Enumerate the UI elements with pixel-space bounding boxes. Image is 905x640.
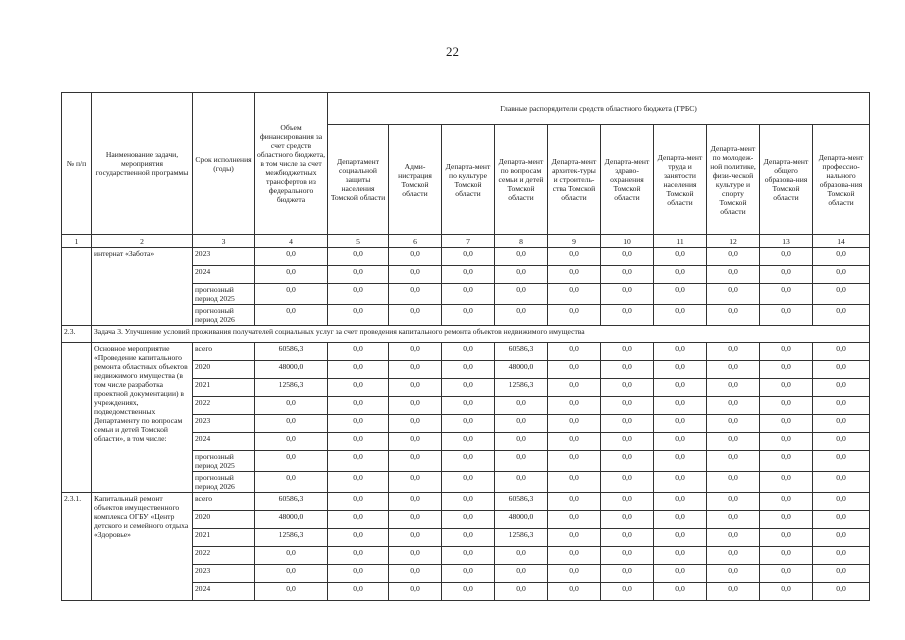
value-cell: 0,0: [442, 493, 495, 511]
value-cell: 0,0: [548, 248, 601, 266]
value-cell: 0,0: [760, 583, 813, 601]
value-cell: 0,0: [328, 583, 389, 601]
value-cell: 0,0: [760, 565, 813, 583]
value-cell: 0,0: [654, 415, 707, 433]
value-cell: 0,0: [601, 415, 654, 433]
value-cell: 0,0: [601, 397, 654, 415]
value-cell: 0,0: [760, 493, 813, 511]
term-cell: 2024: [193, 433, 255, 451]
budget-table: [61, 92, 870, 601]
value-cell: 0,0: [328, 529, 389, 547]
value-cell: 0,0: [328, 433, 389, 451]
column-number: 14: [813, 235, 870, 248]
table-body: [62, 248, 870, 601]
value-cell: 0,0: [707, 565, 760, 583]
value-cell: 0,0: [654, 511, 707, 529]
value-cell: 0,0: [495, 451, 548, 472]
term-cell: 2022: [193, 547, 255, 565]
value-cell: 0,0: [707, 379, 760, 397]
value-cell: 0,0: [813, 451, 870, 472]
term-cell: всего: [193, 343, 255, 361]
value-cell: 0,0: [389, 284, 442, 305]
value-cell: 0,0: [442, 343, 495, 361]
column-number: 3: [193, 235, 255, 248]
header-name: Наименование задачи, мероприятия государственной программы: [92, 93, 193, 235]
value-cell: 0,0: [548, 565, 601, 583]
value-cell: 0,0: [654, 361, 707, 379]
term-cell: прогнозный период 2026: [193, 305, 255, 326]
task-row: [62, 326, 870, 343]
value-cell: 0,0: [389, 343, 442, 361]
value-cell: 0,0: [389, 547, 442, 565]
value-cell: 0,0: [654, 248, 707, 266]
value-cell: 0,0: [442, 361, 495, 379]
column-number: 12: [707, 235, 760, 248]
value-cell: 0,0: [495, 583, 548, 601]
value-cell: 0,0: [442, 547, 495, 565]
value-cell: 0,0: [495, 397, 548, 415]
value-cell: 0,0: [813, 583, 870, 601]
value-cell: 0,0: [442, 529, 495, 547]
value-cell: 48000,0: [255, 361, 328, 379]
header-department: Департа-мент общего образова-ния Томской области: [760, 125, 813, 235]
value-cell: 0,0: [255, 451, 328, 472]
value-cell: 0,0: [654, 305, 707, 326]
row-number: 2.3.1.: [62, 493, 92, 601]
header-department: Департа-мент по молодеж-ной политике, физи-ческой культуре и спорту Томской области: [707, 125, 760, 235]
value-cell: 0,0: [601, 266, 654, 284]
header-department: Адми-нистрация Томской области: [389, 125, 442, 235]
term-cell: 2021: [193, 529, 255, 547]
column-number: 1: [62, 235, 92, 248]
value-cell: 0,0: [760, 305, 813, 326]
activity-name: Основное мероприятие «Проведение капитального ремонта областных объектов недвижимого имущества (в том числе разработка проектной документации) в учреждениях, подведомственных Департаменту по вопросам семьи и детей Томской области», в том числе:: [92, 343, 193, 493]
value-cell: 0,0: [601, 472, 654, 493]
value-cell: 0,0: [707, 511, 760, 529]
value-cell: 0,0: [548, 361, 601, 379]
value-cell: 0,0: [389, 266, 442, 284]
page-number: 22: [446, 44, 459, 59]
column-number: 9: [548, 235, 601, 248]
value-cell: 0,0: [548, 397, 601, 415]
task-number: 2.3.: [62, 326, 92, 343]
value-cell: 0,0: [601, 343, 654, 361]
value-cell: 0,0: [813, 248, 870, 266]
value-cell: 0,0: [389, 472, 442, 493]
value-cell: 0,0: [328, 565, 389, 583]
header-department: Департа-мент профессио-нального образова-ния Томской области: [813, 125, 870, 235]
value-cell: 0,0: [760, 361, 813, 379]
value-cell: 0,0: [389, 565, 442, 583]
value-cell: 0,0: [760, 415, 813, 433]
value-cell: 0,0: [389, 305, 442, 326]
value-cell: 0,0: [707, 583, 760, 601]
value-cell: 0,0: [389, 433, 442, 451]
value-cell: 0,0: [601, 565, 654, 583]
header-term: Срок исполнения (годы): [193, 93, 255, 235]
term-cell: 2021: [193, 379, 255, 397]
value-cell: 0,0: [442, 284, 495, 305]
value-cell: 0,0: [813, 529, 870, 547]
value-cell: 0,0: [813, 305, 870, 326]
value-cell: 0,0: [442, 433, 495, 451]
value-cell: 0,0: [707, 397, 760, 415]
value-cell: 0,0: [328, 511, 389, 529]
value-cell: 0,0: [707, 547, 760, 565]
value-cell: 0,0: [813, 284, 870, 305]
value-cell: 0,0: [389, 451, 442, 472]
value-cell: 0,0: [495, 305, 548, 326]
value-cell: 0,0: [707, 361, 760, 379]
value-cell: 0,0: [654, 343, 707, 361]
value-cell: 0,0: [654, 433, 707, 451]
value-cell: 0,0: [707, 305, 760, 326]
term-cell: 2023: [193, 248, 255, 266]
value-cell: 0,0: [654, 472, 707, 493]
value-cell: 0,0: [389, 248, 442, 266]
value-cell: 0,0: [601, 305, 654, 326]
value-cell: 0,0: [760, 472, 813, 493]
header-grbs: Главные распорядители средств областного бюджета (ГРБС): [328, 93, 870, 125]
value-cell: 0,0: [654, 565, 707, 583]
value-cell: 0,0: [255, 547, 328, 565]
value-cell: 0,0: [328, 451, 389, 472]
value-cell: 0,0: [328, 397, 389, 415]
term-cell: прогнозный период 2025: [193, 451, 255, 472]
term-cell: 2020: [193, 361, 255, 379]
value-cell: 0,0: [495, 472, 548, 493]
value-cell: 0,0: [813, 547, 870, 565]
term-cell: 2020: [193, 511, 255, 529]
value-cell: 0,0: [654, 529, 707, 547]
value-cell: 0,0: [813, 493, 870, 511]
value-cell: 0,0: [495, 415, 548, 433]
value-cell: 60586,3: [495, 343, 548, 361]
value-cell: 0,0: [255, 284, 328, 305]
value-cell: 0,0: [760, 433, 813, 451]
value-cell: 0,0: [707, 472, 760, 493]
row-number: [62, 248, 92, 326]
value-cell: 0,0: [707, 266, 760, 284]
value-cell: 0,0: [389, 511, 442, 529]
value-cell: 0,0: [654, 451, 707, 472]
value-cell: 48000,0: [495, 361, 548, 379]
value-cell: 0,0: [255, 305, 328, 326]
value-cell: 0,0: [328, 343, 389, 361]
activity-name: интернат «Забота»: [92, 248, 193, 326]
value-cell: 0,0: [389, 379, 442, 397]
value-cell: 0,0: [328, 284, 389, 305]
column-number: 11: [654, 235, 707, 248]
table-row: [62, 248, 870, 266]
value-cell: 0,0: [707, 343, 760, 361]
value-cell: 0,0: [442, 305, 495, 326]
row-number: [62, 343, 92, 493]
value-cell: 0,0: [601, 284, 654, 305]
term-cell: 2023: [193, 415, 255, 433]
value-cell: 0,0: [255, 433, 328, 451]
value-cell: 0,0: [654, 379, 707, 397]
value-cell: 0,0: [601, 511, 654, 529]
value-cell: 0,0: [760, 511, 813, 529]
value-cell: 0,0: [813, 511, 870, 529]
activity-name: Капитальный ремонт объектов имущественного комплекса ОГБУ «Центр детского и семейного отдыха «Здоровье»: [92, 493, 193, 601]
value-cell: 0,0: [548, 343, 601, 361]
term-cell: прогнозный период 2026: [193, 472, 255, 493]
value-cell: 0,0: [760, 547, 813, 565]
value-cell: 0,0: [548, 266, 601, 284]
value-cell: 0,0: [495, 266, 548, 284]
value-cell: 0,0: [707, 248, 760, 266]
value-cell: 0,0: [255, 415, 328, 433]
column-number: 7: [442, 235, 495, 248]
value-cell: 0,0: [495, 433, 548, 451]
value-cell: 0,0: [495, 284, 548, 305]
value-cell: 0,0: [548, 493, 601, 511]
value-cell: 0,0: [707, 451, 760, 472]
value-cell: 0,0: [760, 397, 813, 415]
value-cell: 0,0: [442, 472, 495, 493]
header-department: Департа-мент по культуре Томской области: [442, 125, 495, 235]
value-cell: 0,0: [813, 379, 870, 397]
value-cell: 0,0: [442, 583, 495, 601]
value-cell: 0,0: [654, 493, 707, 511]
value-cell: 0,0: [813, 565, 870, 583]
header-number: № п/п: [62, 93, 92, 235]
value-cell: 0,0: [442, 266, 495, 284]
value-cell: 0,0: [389, 415, 442, 433]
value-cell: 0,0: [707, 529, 760, 547]
value-cell: 0,0: [442, 415, 495, 433]
value-cell: 0,0: [601, 493, 654, 511]
column-number: 13: [760, 235, 813, 248]
value-cell: 0,0: [389, 583, 442, 601]
header-department: Департа-мент здраво-охранения Томской области: [601, 125, 654, 235]
value-cell: 48000,0: [255, 511, 328, 529]
value-cell: 0,0: [813, 361, 870, 379]
value-cell: 0,0: [442, 248, 495, 266]
value-cell: 0,0: [255, 266, 328, 284]
value-cell: 0,0: [813, 343, 870, 361]
value-cell: 12586,3: [255, 529, 328, 547]
value-cell: 0,0: [328, 361, 389, 379]
value-cell: 0,0: [813, 266, 870, 284]
value-cell: 0,0: [328, 547, 389, 565]
value-cell: 0,0: [654, 397, 707, 415]
value-cell: 0,0: [601, 529, 654, 547]
term-cell: всего: [193, 493, 255, 511]
value-cell: 0,0: [707, 433, 760, 451]
value-cell: 60586,3: [495, 493, 548, 511]
value-cell: 0,0: [548, 415, 601, 433]
header-department: Департамент социальной защиты населения Томской области: [328, 125, 389, 235]
value-cell: 0,0: [760, 451, 813, 472]
value-cell: 0,0: [548, 511, 601, 529]
column-number: 5: [328, 235, 389, 248]
value-cell: 0,0: [654, 583, 707, 601]
value-cell: 0,0: [328, 248, 389, 266]
value-cell: 0,0: [601, 248, 654, 266]
task-text: Задача 3. Улучшение условий проживания получателей социальных услуг за счет проведения капитального ремонта объектов недвижимого имущества: [92, 326, 870, 343]
value-cell: 12586,3: [255, 379, 328, 397]
value-cell: 12586,3: [495, 529, 548, 547]
value-cell: 0,0: [548, 433, 601, 451]
header-department: Департа-мент архитек-туры и строитель-ства Томской области: [548, 125, 601, 235]
value-cell: 0,0: [442, 511, 495, 529]
value-cell: 0,0: [548, 451, 601, 472]
column-number: 4: [255, 235, 328, 248]
header-department: Департа-мент по вопросам семьи и детей Томской области: [495, 125, 548, 235]
value-cell: 0,0: [707, 493, 760, 511]
header-volume: Объем финансирования за счет средств областного бюджета, в том числе за счет межбюджетных трансфертов из федерального бюджета: [255, 93, 328, 235]
value-cell: 0,0: [255, 583, 328, 601]
value-cell: 0,0: [442, 379, 495, 397]
value-cell: 0,0: [328, 379, 389, 397]
column-number: 2: [92, 235, 193, 248]
value-cell: 0,0: [328, 305, 389, 326]
value-cell: 0,0: [760, 343, 813, 361]
value-cell: 12586,3: [495, 379, 548, 397]
value-cell: 0,0: [813, 415, 870, 433]
column-number: 10: [601, 235, 654, 248]
value-cell: 0,0: [760, 248, 813, 266]
value-cell: 0,0: [601, 583, 654, 601]
value-cell: 0,0: [548, 583, 601, 601]
table-header: [62, 93, 870, 248]
table-row: [62, 343, 870, 361]
value-cell: 0,0: [813, 397, 870, 415]
term-cell: 2022: [193, 397, 255, 415]
value-cell: 0,0: [442, 451, 495, 472]
term-cell: прогнозный период 2025: [193, 284, 255, 305]
value-cell: 48000,0: [495, 511, 548, 529]
value-cell: 0,0: [707, 415, 760, 433]
value-cell: 0,0: [442, 397, 495, 415]
value-cell: 0,0: [255, 472, 328, 493]
value-cell: 0,0: [328, 266, 389, 284]
value-cell: 0,0: [548, 379, 601, 397]
term-cell: 2024: [193, 266, 255, 284]
value-cell: 0,0: [760, 379, 813, 397]
value-cell: 0,0: [654, 547, 707, 565]
value-cell: 0,0: [495, 565, 548, 583]
value-cell: 0,0: [601, 451, 654, 472]
value-cell: 0,0: [442, 565, 495, 583]
value-cell: 0,0: [548, 547, 601, 565]
value-cell: 0,0: [255, 248, 328, 266]
column-number: 6: [389, 235, 442, 248]
value-cell: 0,0: [255, 565, 328, 583]
value-cell: 0,0: [328, 493, 389, 511]
value-cell: 0,0: [813, 472, 870, 493]
value-cell: 60586,3: [255, 343, 328, 361]
value-cell: 0,0: [601, 361, 654, 379]
value-cell: 0,0: [654, 284, 707, 305]
value-cell: 0,0: [760, 266, 813, 284]
value-cell: 0,0: [389, 529, 442, 547]
value-cell: 0,0: [548, 529, 601, 547]
value-cell: 60586,3: [255, 493, 328, 511]
value-cell: 0,0: [328, 415, 389, 433]
value-cell: 0,0: [760, 529, 813, 547]
value-cell: 0,0: [707, 284, 760, 305]
value-cell: 0,0: [548, 284, 601, 305]
table-row: [62, 493, 870, 511]
value-cell: 0,0: [389, 361, 442, 379]
value-cell: 0,0: [389, 397, 442, 415]
value-cell: 0,0: [548, 472, 601, 493]
header-department: Департа-мент труда и занятости населения Томской области: [654, 125, 707, 235]
value-cell: 0,0: [760, 284, 813, 305]
value-cell: 0,0: [328, 472, 389, 493]
value-cell: 0,0: [495, 547, 548, 565]
value-cell: 0,0: [255, 397, 328, 415]
value-cell: 0,0: [548, 305, 601, 326]
value-cell: 0,0: [601, 547, 654, 565]
value-cell: 0,0: [654, 266, 707, 284]
column-number: 8: [495, 235, 548, 248]
term-cell: 2023: [193, 565, 255, 583]
value-cell: 0,0: [601, 379, 654, 397]
value-cell: 0,0: [813, 433, 870, 451]
value-cell: 0,0: [601, 433, 654, 451]
value-cell: 0,0: [389, 493, 442, 511]
term-cell: 2024: [193, 583, 255, 601]
value-cell: 0,0: [495, 248, 548, 266]
